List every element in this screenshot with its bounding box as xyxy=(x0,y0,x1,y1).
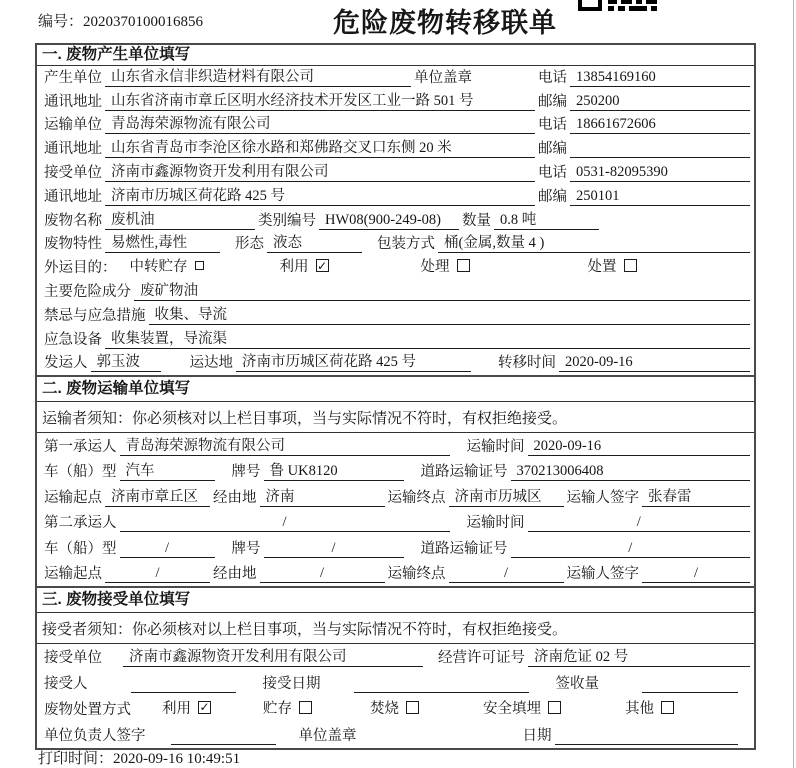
row-route1 xyxy=(37,484,754,510)
waste-qty-label: 数量 xyxy=(462,212,491,229)
route2-end-label: 运输终点 xyxy=(387,566,446,583)
disposal-method-label: 废物处置方式 xyxy=(44,701,131,718)
emergency-equipment-value: 收集装置，导流渠 xyxy=(105,327,750,349)
waste-pack-label: 包装方式 xyxy=(377,236,435,253)
responsible-sign-label: 单位负责人签字 xyxy=(44,727,146,744)
row-emergency-equipment xyxy=(37,328,754,352)
carrier1-label: 第一承运人 xyxy=(44,438,117,455)
row-receive-person xyxy=(37,670,754,696)
sign-date-value xyxy=(555,744,739,745)
row-disposal-method xyxy=(37,696,754,722)
checkbox-icon xyxy=(299,701,312,714)
receiver-notice: 接受者须知：你必须核对以上栏目事项，当与实际情况不符时，有权拒绝接受。 xyxy=(37,613,754,644)
destination-value: 济南市历城区荷花路 425 号 xyxy=(236,350,471,372)
page-title: 危险废物转移联单 xyxy=(333,8,557,38)
row-waste-name xyxy=(37,209,754,233)
responsible-sign-value xyxy=(171,744,276,745)
disposal-option-utilize xyxy=(162,697,211,719)
disposal-option-landfill xyxy=(483,697,561,719)
row-receiver-unit xyxy=(37,161,754,185)
producer-phone-group xyxy=(535,66,750,87)
waste-form-label: 形态 xyxy=(235,236,264,253)
carrier2-label: 第二承运人 xyxy=(44,515,117,532)
route2-sign-value: / xyxy=(642,565,750,583)
receiver-zip-label: 邮编 xyxy=(538,188,567,205)
receiver-address-value: 济南市历城区荷花路 425 号 xyxy=(105,184,535,206)
carrier1-value: 青岛海荣源物流有限公司 xyxy=(120,434,450,456)
carrier1-time-label: 运输时间 xyxy=(466,438,525,455)
row-carrier2 xyxy=(37,510,754,536)
option-label: 贮存 xyxy=(263,700,292,717)
page-right-edge-line xyxy=(793,0,794,768)
purpose-label: 外运目的： xyxy=(44,260,117,277)
carrier2-value: / xyxy=(120,514,450,532)
checkbox-checked-icon: ✓ xyxy=(199,700,210,715)
sign-date-label: 日期 xyxy=(522,727,552,744)
checkbox-icon xyxy=(457,259,470,272)
route2-end-value: / xyxy=(449,565,564,583)
receiver-zip-value: 250101 xyxy=(570,188,750,206)
route2-start-value: / xyxy=(105,565,210,583)
purpose-option-transfer-storage xyxy=(130,255,204,277)
row-waste-traits xyxy=(37,233,754,257)
vehicle2-type-label: 车（船）型 xyxy=(44,540,117,557)
unit-seal-label-2: 单位盖章 xyxy=(298,727,357,744)
transporter-zip-group xyxy=(535,137,750,158)
option-label: 利用 xyxy=(279,259,309,276)
row-transfer-purpose xyxy=(37,256,754,280)
disposal-option-storage xyxy=(263,697,312,719)
route1-via-value: 济南 xyxy=(260,485,385,507)
purpose-option-treat xyxy=(421,255,470,277)
checkbox-icon xyxy=(406,701,419,714)
row-signature xyxy=(37,722,754,748)
transporter-unit-label: 运输单位 xyxy=(44,117,102,134)
serial-value: 2020370100016856 xyxy=(83,14,204,30)
waste-name-label: 废物名称 xyxy=(44,212,102,229)
qr-code-fragment xyxy=(578,0,662,11)
row-main-hazard xyxy=(37,280,754,304)
print-time-value: 2020-09-16 10:49:51 xyxy=(113,751,241,767)
section-receiver xyxy=(37,586,754,747)
waste-qty-value: 0.8 吨 xyxy=(494,208,599,230)
dispatcher-value: 郭玉波 xyxy=(91,350,161,372)
route1-sign-value: 张春雷 xyxy=(642,485,750,507)
receive-date-value xyxy=(354,692,529,693)
option-label: 中转贮存 xyxy=(129,259,188,276)
receiver-unit-label: 接受单位 xyxy=(44,164,102,181)
row-vehicle1 xyxy=(37,459,754,485)
business-license-label: 经营许可证号 xyxy=(438,650,525,667)
transporter-zip-label: 邮编 xyxy=(538,141,567,158)
route1-sign-label: 运输人签字 xyxy=(566,489,639,506)
transporter-phone-label: 电话 xyxy=(538,117,567,134)
main-hazard-value: 废矿物油 xyxy=(134,279,750,301)
row-vehicle2 xyxy=(37,535,754,561)
transporter-phone-value: 18661672606 xyxy=(570,116,750,134)
producer-zip-group xyxy=(535,90,750,111)
route1-end-value: 济南市历城区 xyxy=(449,485,564,507)
transporter-address-label: 通讯地址 xyxy=(44,141,102,158)
option-label: 处置 xyxy=(587,259,617,276)
row-transporter-unit xyxy=(37,114,754,138)
route1-end-label: 运输终点 xyxy=(387,489,446,506)
checkbox-icon xyxy=(548,701,561,714)
vehicle2-plate-value: / xyxy=(264,540,404,558)
row-producer-address xyxy=(37,90,754,114)
receive-unit-label: 接受单位 xyxy=(44,650,102,667)
row-precautions xyxy=(37,304,754,328)
carrier2-time-value: / xyxy=(528,514,751,532)
checkbox-checked-icon: ✓ xyxy=(316,258,328,273)
vehicle2-license-value: / xyxy=(511,540,751,558)
main-hazard-label: 主要危险成分 xyxy=(44,283,131,300)
disposal-option-other xyxy=(625,697,674,719)
vehicle1-type-value: 汽车 xyxy=(120,459,215,481)
destination-label: 运达地 xyxy=(189,355,233,372)
option-label: 利用 xyxy=(162,700,191,717)
receiver-address-label: 通讯地址 xyxy=(44,188,102,205)
receive-person-label: 接受人 xyxy=(44,675,88,692)
route2-via-label: 经由地 xyxy=(213,566,257,583)
route2-via-value: / xyxy=(260,565,385,583)
receive-person-value xyxy=(131,692,236,693)
option-label: 安全填埋 xyxy=(483,700,541,717)
vehicle1-license-value: 370213006408 xyxy=(511,463,751,481)
precautions-value: 收集、导流 xyxy=(149,303,751,325)
option-label: 处理 xyxy=(420,259,450,276)
receive-date-label: 接受日期 xyxy=(262,675,321,692)
row-dispatch xyxy=(37,352,754,376)
serial-label: 编号： xyxy=(38,14,84,30)
producer-zip-label: 邮编 xyxy=(538,93,567,110)
emergency-equipment-label: 应急设备 xyxy=(44,331,102,348)
waste-traits-label: 废物特性 xyxy=(44,236,102,253)
row-producer-unit xyxy=(37,66,754,90)
carrier2-time-label: 运输时间 xyxy=(466,515,525,532)
waste-code-value: HW08(900-249-08) xyxy=(319,212,459,230)
row-transporter-address xyxy=(37,137,754,161)
waste-pack-value: 桶(金属,数量 4 ) xyxy=(438,231,750,253)
receiver-unit-value: 济南市鑫源物资开发利用有限公司 xyxy=(105,160,535,182)
vehicle1-type-label: 车（船）型 xyxy=(44,464,117,481)
section2-title: 二. 废物运输单位填写 xyxy=(37,377,754,402)
transfer-time-value: 2020-09-16 xyxy=(559,354,750,372)
producer-phone-label: 电话 xyxy=(538,69,567,86)
purpose-option-dispose xyxy=(588,255,637,277)
receiver-phone-group xyxy=(535,161,750,182)
row-route2 xyxy=(37,561,754,587)
precautions-label: 禁忌与应急措施 xyxy=(44,307,146,324)
checkbox-icon xyxy=(661,701,674,714)
producer-phone-value: 13854169160 xyxy=(570,69,750,87)
producer-zip-value: 250200 xyxy=(570,93,750,111)
transporter-unit-value: 青岛海荣源物流有限公司 xyxy=(105,112,535,134)
transporter-zip-value xyxy=(570,157,750,158)
route1-via-label: 经由地 xyxy=(213,489,257,506)
section3-title: 三. 废物接受单位填写 xyxy=(37,588,754,613)
receiver-phone-value: 0531-82095390 xyxy=(570,164,750,182)
transfer-manifest-form xyxy=(35,43,756,750)
vehicle1-plate-value: 鲁 UK8120 xyxy=(264,459,404,481)
row-carrier1 xyxy=(37,433,754,459)
option-label: 其他 xyxy=(625,700,654,717)
waste-form-value: 液态 xyxy=(267,231,362,253)
waste-code-label: 类别编号 xyxy=(258,212,316,229)
transporter-notice: 运输者须知：你必须核对以上栏目事项，当与实际情况不符时，有权拒绝接受。 xyxy=(37,402,754,433)
print-time-label: 打印时间： xyxy=(38,751,114,767)
checkbox-icon xyxy=(624,259,637,272)
transfer-time-label: 转移时间 xyxy=(498,355,556,372)
section-producer xyxy=(37,45,754,375)
row-receive-unit xyxy=(37,644,754,670)
unit-seal-label: 单位盖章 xyxy=(414,69,472,86)
route2-start-label: 运输起点 xyxy=(44,566,102,583)
waste-traits-value: 易燃性,毒性 xyxy=(105,231,220,253)
vehicle1-license-label: 道路运输证号 xyxy=(420,464,508,481)
purpose-option-utilize xyxy=(280,255,329,277)
waste-name-value: 废机油 xyxy=(105,208,255,230)
transporter-phone-group xyxy=(535,113,750,134)
producer-address-value: 山东省济南市章丘区明水经济技术开发区工业一路 501 号 xyxy=(105,89,535,111)
route2-sign-label: 运输人签字 xyxy=(566,566,639,583)
received-qty-value xyxy=(642,692,738,693)
business-license-value: 济南危证 02 号 xyxy=(528,645,750,667)
vehicle1-plate-label: 牌号 xyxy=(231,464,261,481)
row-receiver-address xyxy=(37,185,754,209)
dispatcher-label: 发运人 xyxy=(44,355,88,372)
receive-unit-value: 济南市鑫源物资开发利用有限公司 xyxy=(123,645,423,667)
transporter-address-value: 山东省青岛市李沧区徐水路和郑佛路交叉口东侧 20 米 xyxy=(105,136,535,158)
received-qty-label: 签收量 xyxy=(555,675,599,692)
vehicle2-license-label: 道路运输证号 xyxy=(420,540,508,557)
section-transporter xyxy=(37,375,754,586)
route1-start-label: 运输起点 xyxy=(44,489,102,506)
receiver-zip-group xyxy=(535,185,750,206)
vehicle2-type-value: / xyxy=(120,540,215,558)
disposal-option-incinerate xyxy=(370,697,419,719)
section1-title: 一. 废物产生单位填写 xyxy=(37,45,754,66)
route1-start-value: 济南市章丘区 xyxy=(105,485,210,507)
carrier1-time-value: 2020-09-16 xyxy=(528,438,751,456)
producer-unit-value: 山东省永信非织造材料有限公司 xyxy=(105,65,411,87)
print-time xyxy=(38,747,240,768)
producer-unit-label: 产生单位 xyxy=(44,69,102,86)
option-label: 焚烧 xyxy=(370,700,399,717)
checkbox-icon xyxy=(195,261,204,270)
receiver-phone-label: 电话 xyxy=(538,164,567,181)
producer-address-label: 通讯地址 xyxy=(44,93,102,110)
vehicle2-plate-label: 牌号 xyxy=(231,540,261,557)
